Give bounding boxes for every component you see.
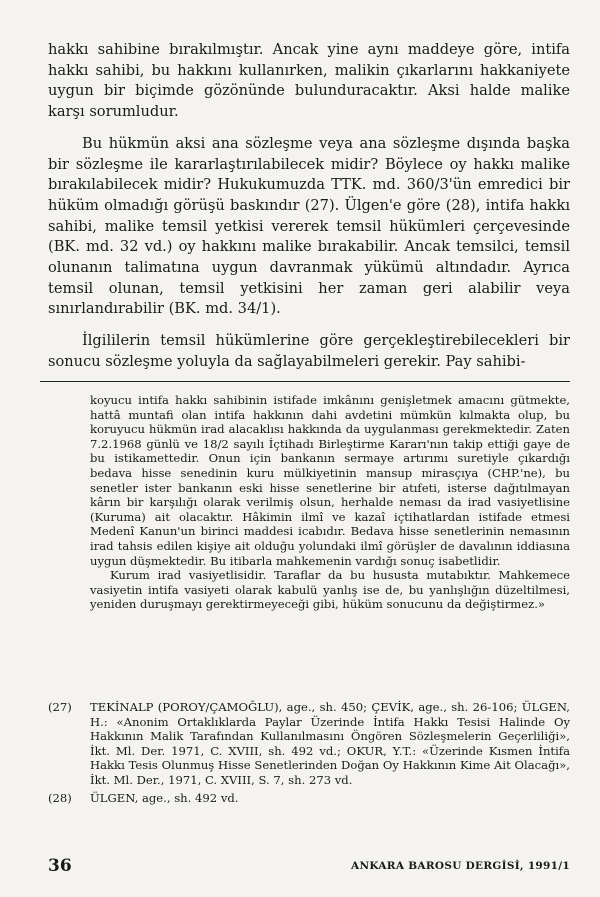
footnote-paragraph: koyucu intifa hakkı sahibinin istifade imkânını genişletmek amacını gütmekte, hattâ muntafi olan intifa hakkının dahi avdetini mümkün kılmakta olup, bu koruyucu hükmün irad alacaklısı hakkında da uygulanması gerekmektedir. Zaten 7.2.1968 günlü ve 18/2 sayılı İçtihadı Birleştirme Kararı'nın takip ettiği gaye de bu istikamettedir. Onun için bankanın sermaye artırımı suretiyle çıkardığı bedava hisse senedinin kuru mülkiyetinin mansup mirasçıya (CHP.'ne), bu senetler ister bankanın eski hisse senetlerine bir atıfeti, isterse dağıtılmayan kârın bir karşılığı olarak verilmiş olsun, herhalde neması da irad vasiyetlisine (Kuruma) ait olacaktır. Hâkimin ilmî ve kazaî içtihatlardan istifade etmesi Medenî Kanun'un birinci maddesi icabıdır. Bedava hisse senetlerinin nemasının irad tahsis edilen kişiye ait olduğu yolundaki ilmî görüşler de davalının iddiasına uygun düşmektedir. Bu itibarla mahkemenin vardığı sonuç isabetlidir.: [90, 393, 570, 568]
body-paragraph: İlgililerin temsil hükümlerine göre gerçekleştirebilecekleri bir sonucu sözleşme yoluyla da sağlayabilmeleri gerekir. Pay sahibi-: [48, 332, 570, 370]
main-text: [48, 40, 570, 373]
footnote-28: [48, 791, 570, 806]
footnote-divider: [40, 381, 570, 382]
journal-title: ANKARA BAROSU DERGİSİ, 1991/1: [351, 860, 570, 872]
page-footer: [48, 856, 570, 878]
footnote-references: [48, 700, 570, 808]
footnote-number: (27): [48, 700, 72, 714]
footnote-paragraph: Kurum irad vasiyetlisidir. Taraflar da bu hususta mutabıktır. Mahkemece vasiyetin intifa vasiyeti olarak kabulü yanlış ise de, bu yanlışlığın düzeltilmesi, yeniden duruşmayı gerektirmeyeceği gibi, hüküm sonucunu da değiştirmez.»: [90, 568, 570, 612]
footnote-text: ÜLGEN, age., sh. 492 vd.: [90, 790, 239, 805]
footnote-number: (28): [48, 790, 72, 805]
footnote-27: [48, 700, 570, 788]
body-paragraph: Bu hükmün aksi ana sözleşme veya ana sözleşme dışında başka bir sözleşme ile kararlaştırılabilecek midir? Böylece oy hakkı malike bırakılabilecek midir? Hukukumuzda TTK. md. 360/3'ün emredici bir hüküm olmadığı görüşü baskındır (27). Ülgen'e göre (28), intifa hakkı sahibi, malike temsil yetkisi vererek temsil hükümleri çerçevesinde (BK. md. 32 vd.) oy hakkını malike bırakabilir. Ancak temsilci, temsil olunanın talimatına uygun davranmak yükümü altındadır. Ayrıca temsil olunan, temsil yetkisini her zaman geri alabilir veya sınırlandırabilir (BK. md. 34/1).: [48, 134, 570, 318]
footnote-text: TEKİNALP (POROY/ÇAMOĞLU), age., sh. 450; ÇEVİK, age., sh. 26-106; ÜLGEN, H.: «Anonim Ortaklıklarda Paylar Üzerinde İntifa Hakkı Tesisi Halinde Oy Hakkının Malik Tarafından Kullanılmasını Öngören Sözleşmelerin Geçerliliği», İkt. Ml. Der. 1971, C. XVIII, sh. 492 vd.; OKUR, Y.T.: «Üzerinde Kısmen İntifa Hakkı Tesis Olunmuş Hisse Senetlerinden Doğan Oy Hakkının Kime Ait Olacağı», İkt. Ml. Der., 1971, C. XVIII, S. 7, sh. 273 vd.: [90, 700, 570, 787]
body-paragraph: hakkı sahibine bırakılmıştır. Ancak yine aynı maddeye göre, intifa hakkı sahibi, bu hakkını kullanırken, malikin çıkarlarını hakkaniyete uygun bir biçimde gözönünde bulunduracaktır. Aksi halde malike karşı sorumludur.: [48, 41, 570, 121]
footnote-continuation: [90, 393, 570, 612]
page-number: 36: [48, 856, 72, 876]
